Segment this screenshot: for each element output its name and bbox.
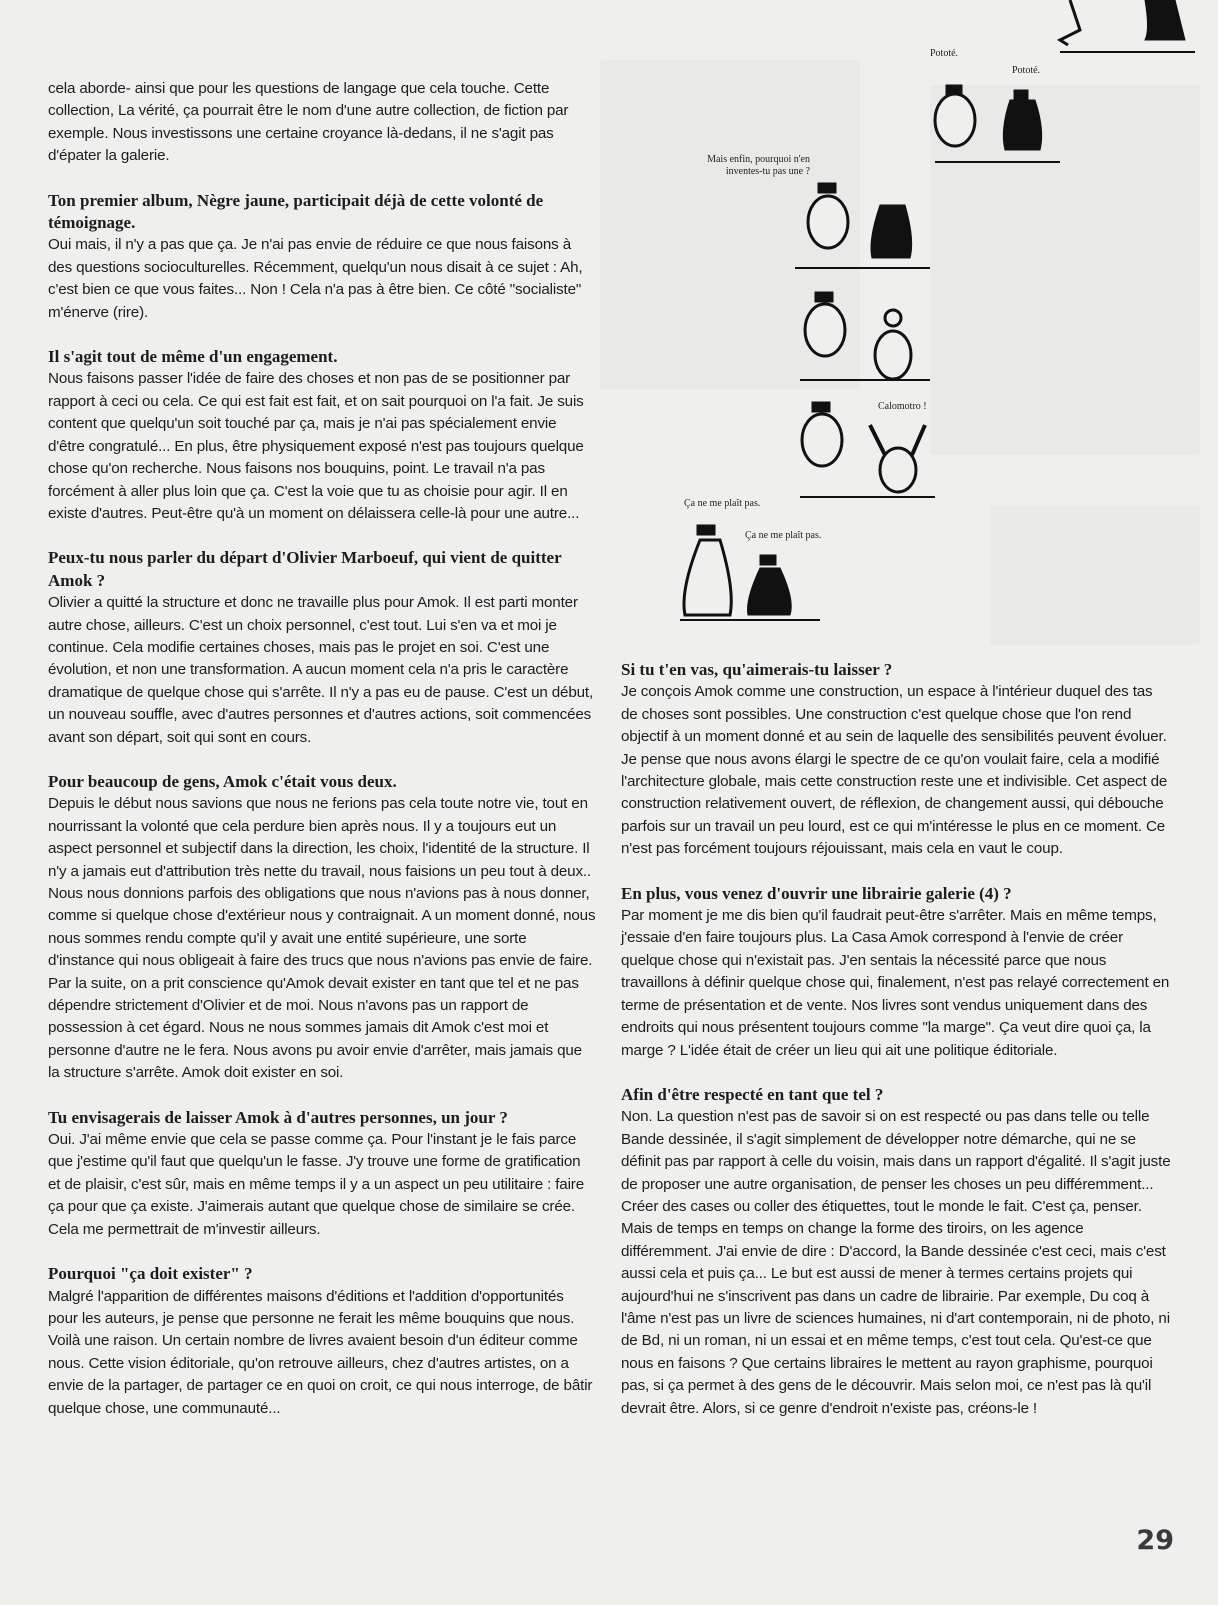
interview-question: Si tu t'en vas, qu'aimerais-tu laisser ? (621, 660, 893, 679)
interview-section (48, 771, 596, 1085)
interview-section (621, 659, 1171, 861)
interview-answer: Non. La question n'est pas de savoir si on est respecté ou pas dans telle ou telle Bande dessinée, il s'agit simplement de développer notre démarche, qui ne se définit pas par rapport à celle du voisin, mais dans un rapport d'égalité. Il s'agit juste de proposer une autre organisation, de penser les choses un peu différemment... Créer des cases ou coller des étiquettes, tout le monde le fait. C'est ça, penser. Mais de temps en temps on change la forme des tiroirs, on les agence différemment. J'ai envie de dire : D'accord, la Bande dessinée c'est ceci, mais c'est aussi cela et puis ça... Le but est aussi de mener à termes certains projets qui aujourd'hui ne s'inscrivent pas dans un cadre de librairie. Par exemple, Du coq à l'âme n'est pas un livre de sciences humaines, ni d'art contemporain, ni de photo, ni de Bd, ni un roman, ni un essai et en même temps, c'est tout cela. Qu'est-ce que nous en faisons ? Que certains libraires le mettent au rayon graphisme, pourquoi pas, si ça permet à des gens de le découvrir. Mais selon moi, ce n'est pas là qu'il devrait être. Alors, si ce genre d'endroit n'existe pas, créons-le ! (621, 1108, 1171, 1417)
interview-question: Tu envisagerais de laisser Amok à d'autres personnes, un jour ? (48, 1107, 508, 1127)
article-column-right (621, 659, 1171, 1442)
interview-section (48, 1263, 596, 1420)
page-number: 29 (1136, 1525, 1174, 1556)
comic-strip-illustration (660, 0, 1200, 640)
speech-bubble: Pototé. (1012, 65, 1041, 76)
interview-section (48, 547, 596, 749)
interview-answer: Depuis le début nous savions que nous ne ferions pas cela toute notre vie, tout en nourrissant la volonté que cela perdure bien après nous. Il y a toujours eut un aspect personnel et subjectif dans la direction, les choix, l'identité de la structure. Il n'y a jamais eut d'attribution très nette du travail, nous faisions un peu tout à deux.. Nous nous donnions parfois des obligations que nous n'avions pas à nous donner, comme si quelque chose d'extérieur nous y contraignait. A un moment donné, nous nous sommes rendu compte qu'il y avait une entité supérieure, une sorte d'instance qui nous obligeait à faire des trucs que nous n'avions pas envie de faire. Par la suite, on a prit conscience qu'Amok devait exister en tant que tel et ne pas dépendre strictement d'Olivier et de moi. Nous n'avons pas un rapport de possession à cet égard. Nous ne nous sommes jamais dit Amok c'est moi et personne d'autre ne le fera. Nous avons pu avoir envie d'arrêter, mais jamais que la structure s'arrête. Amok doit exister en soi. (48, 795, 596, 1082)
speech-bubble: Mais enfin, pourquoi n'en inventes-tu pas une ? (707, 154, 810, 177)
interview-answer: Oui mais, il n'y a pas que ça. Je n'ai pas envie de réduire ce que nous faisons à des questions socioculturelles. Récemment, quelqu'un nous disait à ce sujet : Ah, c'est bien ce que vous faites... Non ! Cela n'a pas à être bien. Ce côté "socialiste" m'énerve (rire). (48, 236, 583, 321)
interview-section (48, 190, 596, 324)
interview-question: Il s'agit tout de même d'un engagement. (48, 347, 338, 367)
interview-section (48, 346, 596, 525)
interview-section (621, 1084, 1171, 1420)
interview-section (621, 883, 1171, 1062)
interview-answer: Oui. J'ai même envie que cela se passe comme ça. Pour l'instant je le fais parce que j'estime qu'il faut que quelqu'un le fasse. J'y trouve une forme de gratification et de plaisir, c'est sûr, mais en même temps il y a un aspect un peu utilitaire : faire ça pour que ça existe. J'aimerais autant que quelque chose de similaire se crée. Cela me permettrait de m'investir ailleurs. (48, 1131, 585, 1238)
speech-bubble: Calomotro ! (878, 401, 927, 412)
interview-section (48, 1107, 596, 1241)
article-column-left (48, 78, 596, 1442)
interview-question: Pour beaucoup de gens, Amok c'était vous deux. (48, 771, 397, 791)
interview-answer: Olivier a quitté la structure et donc ne travaille plus pour Amok. Il est parti monter autre chose, ailleurs. C'est un choix personnel, c'est tout. Lui s'en va et moi je continue. Cela modifie certaines choses, mais pas le projet en soi. C'est une évolution, et non une transformation. A aucun moment cela n'a pris le caractère dramatique de quelque chose qui s'arrête. Il n'y a pas eu de pause. C'est un début, un nouveau souffle, avec d'autres personnes et d'autres actions, soit commencées avant son départ, soit qui sont en cours. (48, 594, 594, 746)
intro-paragraph: cela aborde- ainsi que pour les questions de langage que cela touche. Cette collection, La vérité, ça pourrait être le nom d'une autre collection, de fiction par exemple. Nous investissons une certaine croyance là-dedans, il ne s'agit pas d'épater la galerie. (48, 80, 569, 165)
speech-bubble: Ça ne me plaît pas. (684, 498, 761, 509)
interview-question: Afin d'être respecté en tant que tel ? (621, 1084, 884, 1104)
interview-answer: Nous faisons passer l'idée de faire des choses et non pas de se positionner par rapport à ceci ou cela. Ce qui est fait est fait, et on sait pourquoi on l'a fait. Je suis content que quelqu'un soit touché par ça, mais je n'ai pas spécialement envie d'être congratulé... En plus, être physiquement exposé n'est pas toujours quelque chose qu'on recherche. Nous faisons nos bouquins, point. Le travail n'a pas forcément à aller plus loin que ça. C'est la voie que tu as choisie pour agir. Il en existe d'autres. Peut-être qu'à un moment on délaissera celle-là pour une autre... (48, 370, 584, 522)
speech-bubble: Pototé. (930, 48, 959, 59)
interview-question: Pourquoi "ça doit exister" ? (48, 1264, 253, 1284)
interview-question: Peux-tu nous parler du départ d'Olivier Marboeuf, qui vient de quitter Amok ? (48, 548, 562, 590)
interview-answer: Malgré l'apparition de différentes maisons d'éditions et l'addition d'opportunités pour les auteurs, je pense que personne ne ferait les même bouquins que nous. Voilà une raison. Un certain nombre de livres avaient besoin d'un éditeur comme nous. Cette vision éditoriale, qu'on retrouve ailleurs, chez d'autres artistes, on a envie de la partager, de partager ce en quoi on croit, ce qui nous interroge, de bâtir quelque chose, une communauté... (48, 1287, 593, 1417)
interview-question: Ton premier album, Nègre jaune, participait déjà de cette volonté de témoignage. (48, 190, 544, 233)
interview-answer: Par moment je me dis bien qu'il faudrait peut-être s'arrêter. Mais en même temps, j'essaie d'en faire toujours plus. La Casa Amok correspond à l'envie de créer quelque chose qui n'existait pas. J'en sentais la nécessité parce que nous travaillons à définir quelque chose qui, finalement, n'est pas relayé correctement en terme de présentation et de vente. Nos livres sont vendus uniquement dans des endroits qui nous présentent toujours comme "la marge". Ça veut dire quoi ça, la marge ? L'idée était de créer un lieu qui ait une politique éditoriale. (621, 907, 1170, 1059)
interview-answer: Je conçois Amok comme une construction, un espace à l'intérieur duquel des tas de choses sont possibles. Une construction c'est quelque chose que l'on rend objectif à un moment donné et au sein de laquelle des sensibilités peuvent évoluer. Je pense que nous avons élargi le spectre de ce qu'on voulait faire, cela a modifié l'architecture globale, mais cette construction reste une et indivisible. Cet aspect de construction relativement ouvert, de réflexion, de changement aussi, qui débouche parfois sur un travail un peu lourd, est ce qui m'intéresse le plus en ce moment. Ce n'est pas forcément toujours réjouissant, mais cela en vaut le coup. (621, 683, 1168, 858)
speech-bubble: Ça ne me plaît pas. (745, 530, 822, 541)
interview-question: En plus, vous venez d'ouvrir une librairie galerie (4) ? (621, 883, 1012, 903)
